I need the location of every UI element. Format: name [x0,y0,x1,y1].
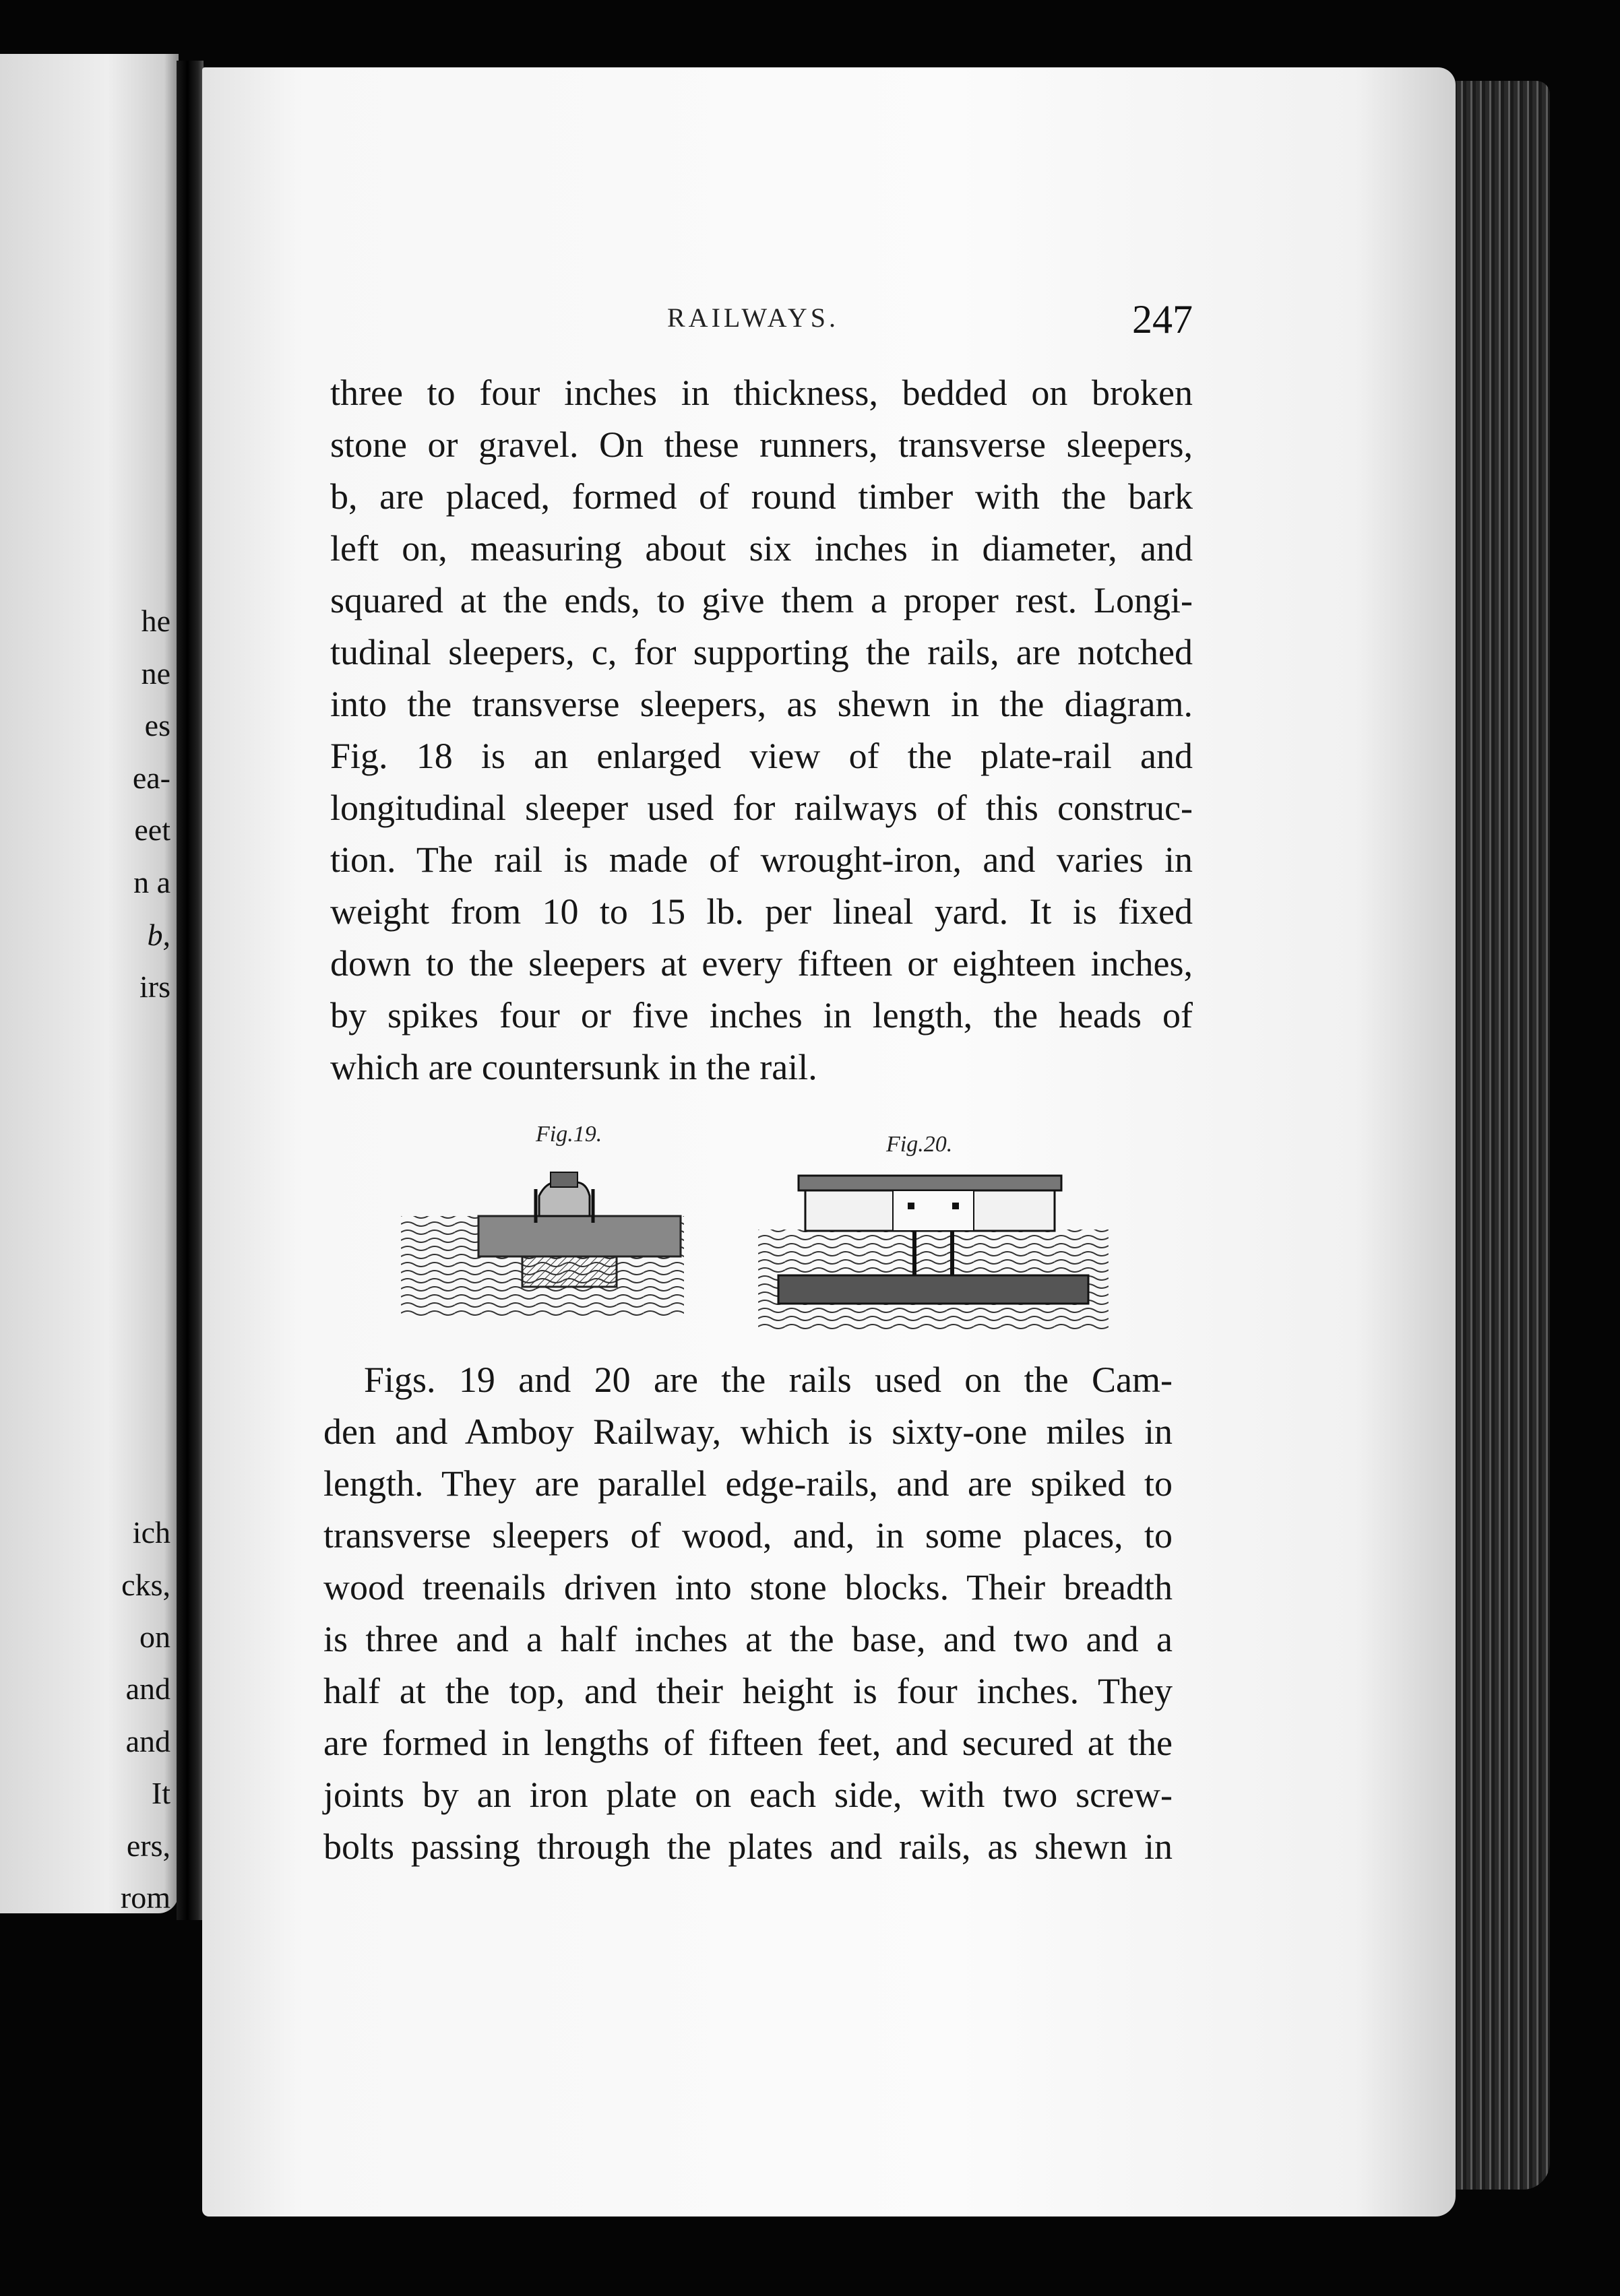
text-line: half at the top, and their height is four inches. They [323,1671,1173,1711]
fig20-rail-illustration [758,1169,1109,1341]
text-line: den and Amboy Railway, which is sixty-one miles in [323,1411,1173,1452]
left-page-fragment: rom [120,1880,170,1915]
left-page-fragment: es [144,708,170,742]
text-line: Fig. 18 is an enlarged view of the plate-rail and [330,736,1193,776]
fig20-label: Fig.20. [886,1132,953,1157]
fig19-label: Fig.19. [536,1122,602,1147]
page-header [337,296,1193,344]
left-page-fragment: eet [134,812,170,847]
text-line: bolts passing through the plates and rails, as shewn in [323,1826,1173,1867]
text-line: wood treenails driven into stone blocks. Their breadth [323,1567,1173,1607]
text-line: joints by an iron plate on each side, with two screw- [323,1775,1173,1815]
left-page-fragment: and [125,1724,170,1758]
book-gutter [177,61,204,1920]
left-page-fragment: ne [141,656,170,691]
text-line: three to four inches in thickness, bedded on broken [330,373,1193,413]
left-page-fragment: and [125,1671,170,1706]
text-line: are formed in lengths of fifteen feet, and secured at the [323,1723,1173,1763]
left-page [0,54,179,1913]
paragraph-2 [323,1354,1173,1873]
left-page-fragment: ers, [126,1828,170,1863]
paragraph-1 [330,367,1193,1093]
text-line: weight from 10 to 15 lb. per lineal yard. It is fixed [330,891,1193,932]
text-line: longitudinal sleeper used for railways of this construc- [330,788,1193,828]
text-line: down to the sleepers at every fifteen or eighteen inches, [330,943,1193,984]
text-line: length. They are parallel edge-rails, and are spiked to [323,1463,1173,1504]
text-line: stone or gravel. On these runners, transverse sleepers, [330,424,1193,465]
text-line: into the transverse sleepers, as shewn in the diagram. [330,684,1193,724]
left-page-fragment: ea- [132,761,170,795]
running-head: RAILWAYS. [667,302,840,333]
text-line: Figs. 19 and 20 are the rails used on the Cam- [364,1360,1173,1400]
left-page-fragment: b, [147,918,170,952]
text-line: which are countersunk in the rail. [330,1047,817,1087]
text-line: transverse sleepers of wood, and, in some places, to [323,1515,1173,1556]
text-line: tudinal sleepers, c, for supporting the rails, are notched [330,632,1193,672]
fig19-rail-illustration [401,1155,684,1331]
left-page-fragment: irs [139,969,170,1004]
page-number: 247 [1132,297,1193,342]
left-page-fragment: It [151,1776,170,1810]
left-page-fragment: n a [133,865,170,899]
left-page-fragment: on [139,1620,170,1654]
text-line: squared at the ends, to give them a proper rest. Longi- [330,580,1193,620]
left-page-fragment: ich [132,1515,170,1550]
left-page-fragment: cks, [121,1568,170,1602]
text-line: left on, measuring about six inches in diameter, and [330,528,1193,569]
text-line: b, are placed, formed of round timber with the bark [330,476,1193,517]
text-line: is three and a half inches at the base, and two and a [323,1619,1173,1659]
left-page-fragment: he [141,604,170,638]
text-line: by spikes four or five inches in length, the heads of [330,995,1193,1035]
text-line: tion. The rail is made of wrought-iron, and varies in [330,839,1193,880]
